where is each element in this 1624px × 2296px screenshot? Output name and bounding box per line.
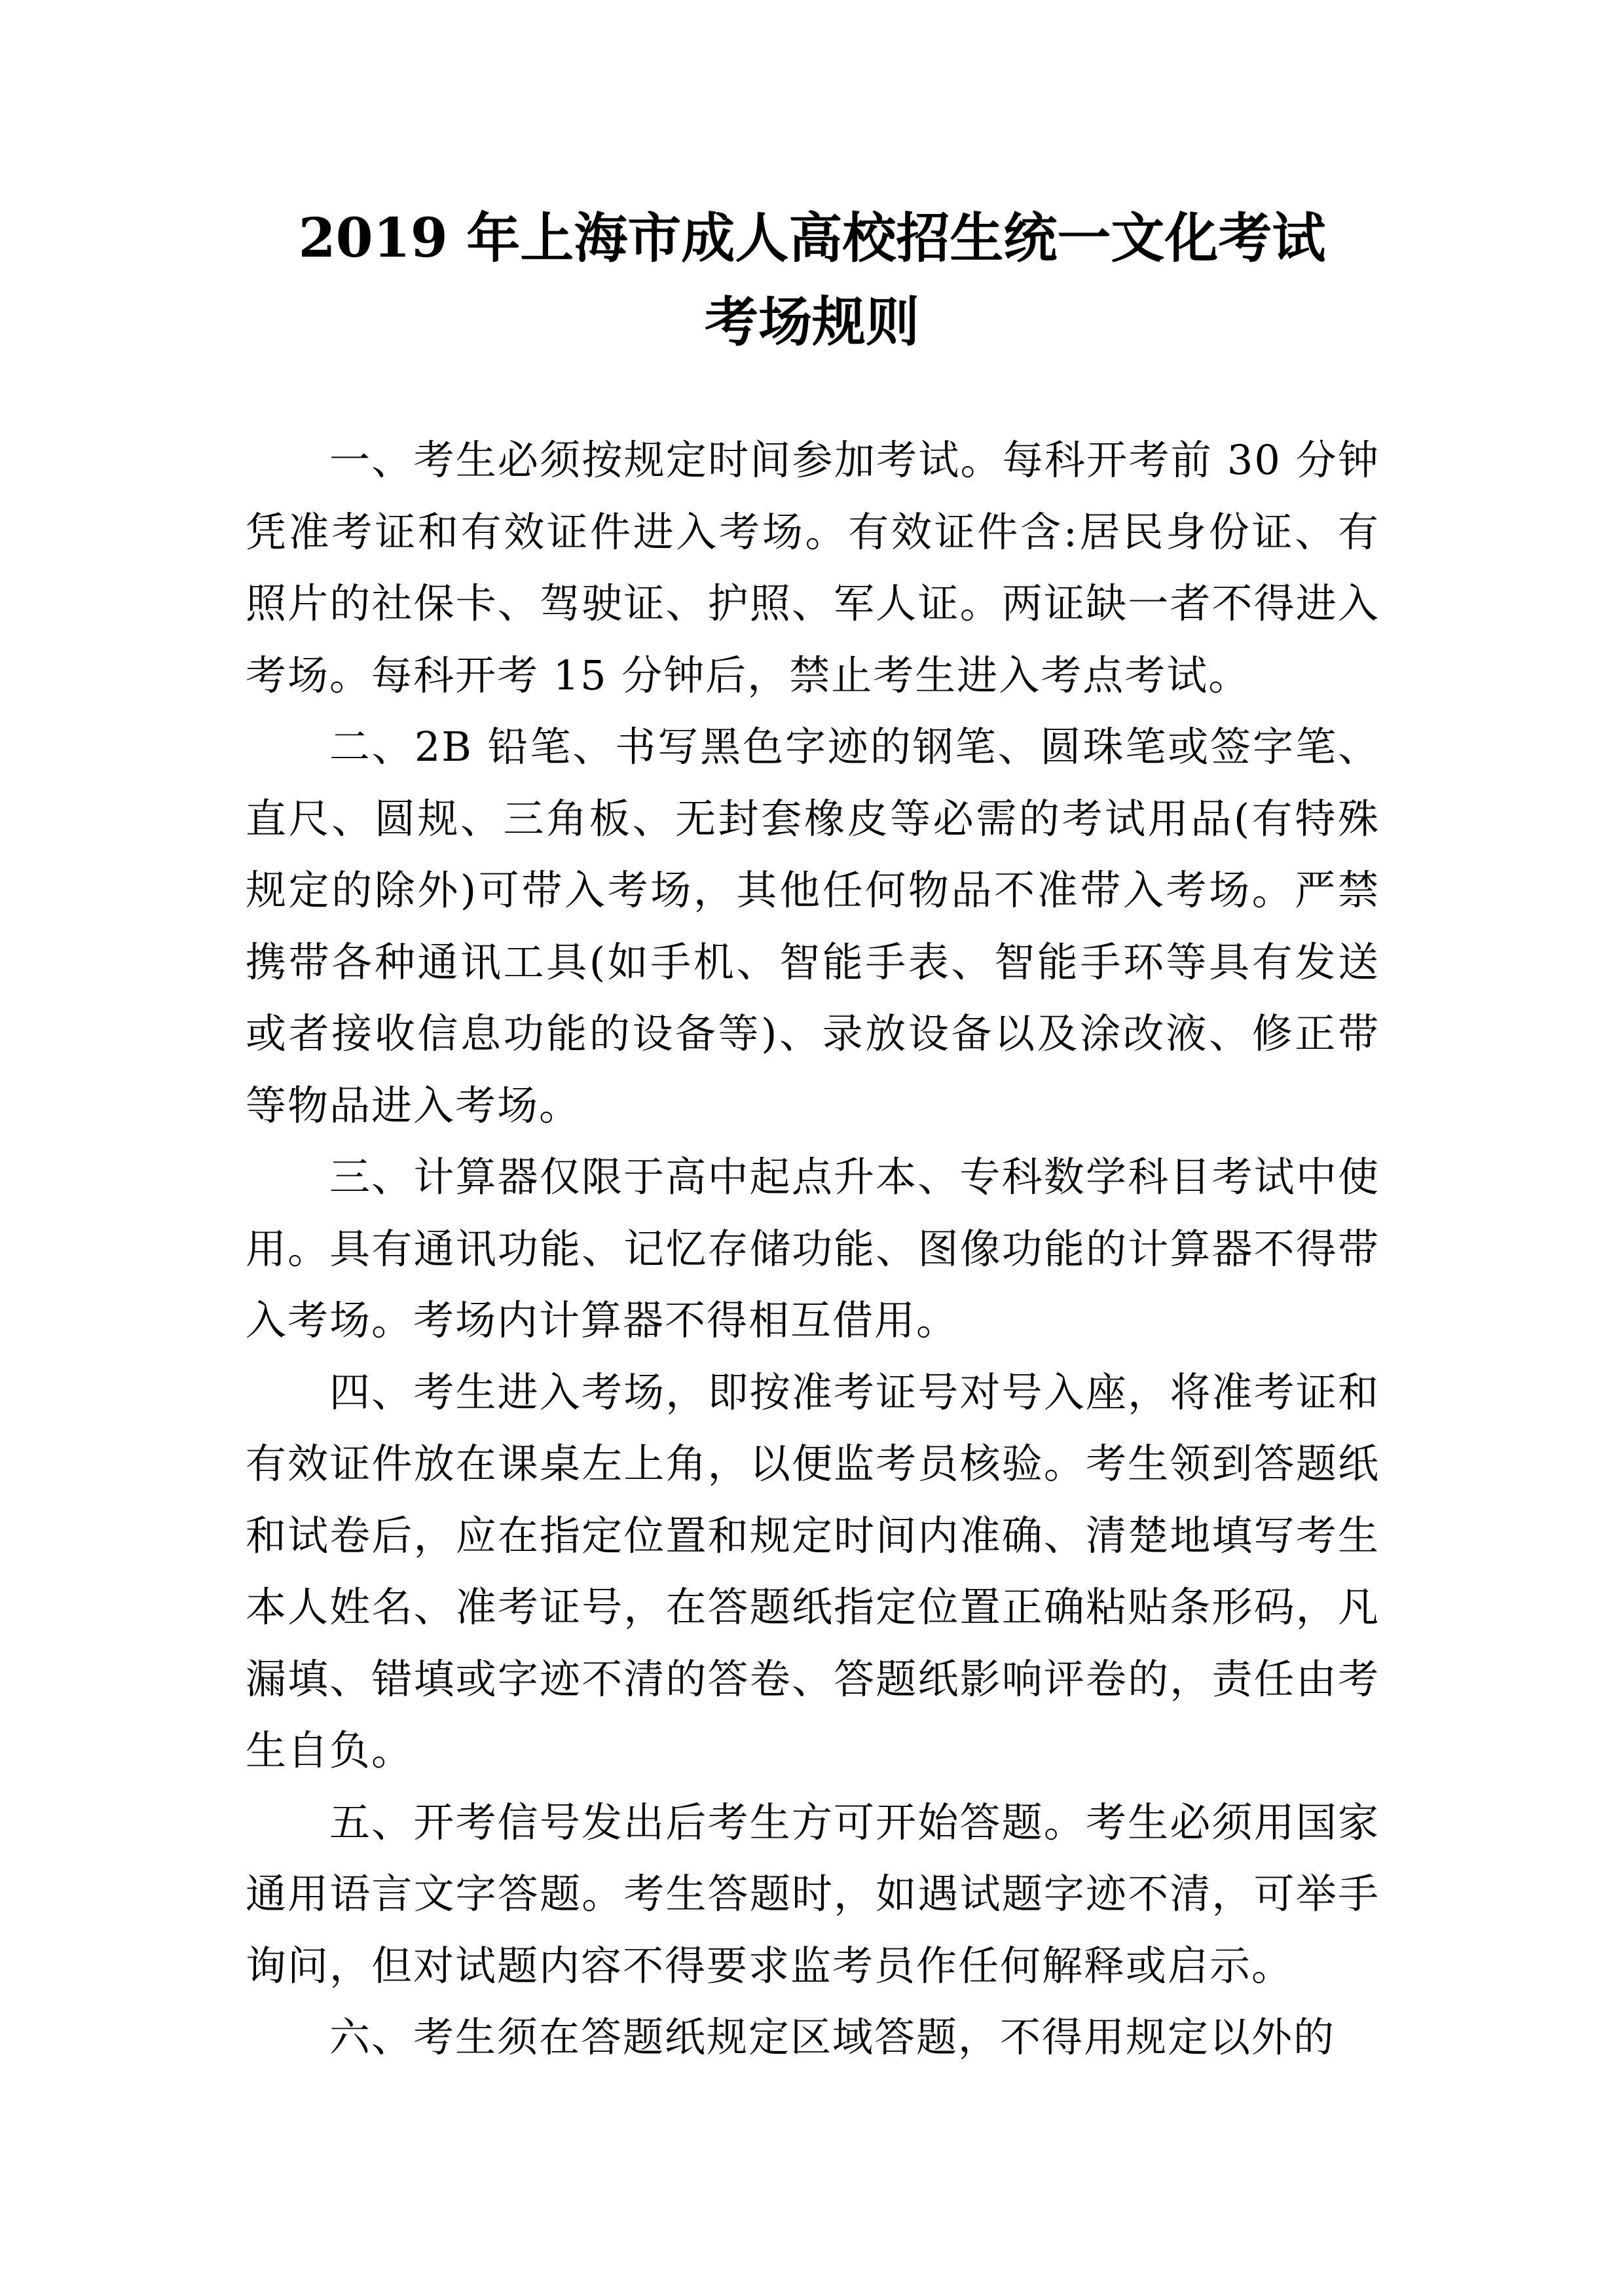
document-title	[242, 196, 1382, 364]
rules-body	[246, 424, 1380, 2073]
rule-paragraph-5: 五、开考信号发出后考生方可开始答题。考生必须用国家通用语言文字答题。考生答题时，如遇试题字迹不清，可举手询问，但对试题内容不得要求监考员作任何解释或启示。	[246, 1798, 1380, 1990]
rule-paragraph-3: 三、计算器仅限于高中起点升本、专科数学科目考试中使用。具有通讯功能、记忆存储功能、图像功能的计算器不得带入考场。考场内计算器不得相互借用。	[246, 1153, 1380, 1344]
rule-paragraph-1: 一、考生必须按规定时间参加考试。每科开考前 30 分钟凭准考证和有效证件进入考场。有效证件含:居民身份证、有照片的社保卡、驾驶证、护照、军人证。两证缺一者不得进入考场。每科开考 15 分钟后，禁止考生进入考点考试。	[246, 436, 1380, 699]
title-line-2: 考场规则	[704, 291, 919, 354]
rule-paragraph-2: 二、2B 铅笔、书写黑色字迹的钢笔、圆珠笔或签字笔、直尺、圆规、三角板、无封套橡皮等必需的考试用品(有特殊规定的除外)可带入考场，其他任何物品不准带入考场。严禁携带各种通讯工具(如手机、智能手表、智能手环等具有发送或者接收信息功能的设备等)、录放设备以及涂改液、修正带等物品进入考场。	[246, 723, 1380, 1129]
rule-paragraph-6: 六、考生须在答题纸规定区域答题，不得用规定以外的	[329, 2013, 1336, 2061]
title-line-1: 2019 年上海市成人高校招生统一文化考试	[298, 207, 1326, 270]
rule-paragraph-4: 四、考生进入考场，即按准考证号对号入座，将准考证和有效证件放在课桌左上角，以便监考员核验。考生领到答题纸和试卷后，应在指定位置和规定时间内准确、清楚地填写考生本人姓名、准考证号，在答题纸指定位置正确粘贴条形码，凡漏填、错填或字迹不清的答卷、答题纸影响评卷的，责任由考生自负。	[246, 1368, 1380, 1774]
